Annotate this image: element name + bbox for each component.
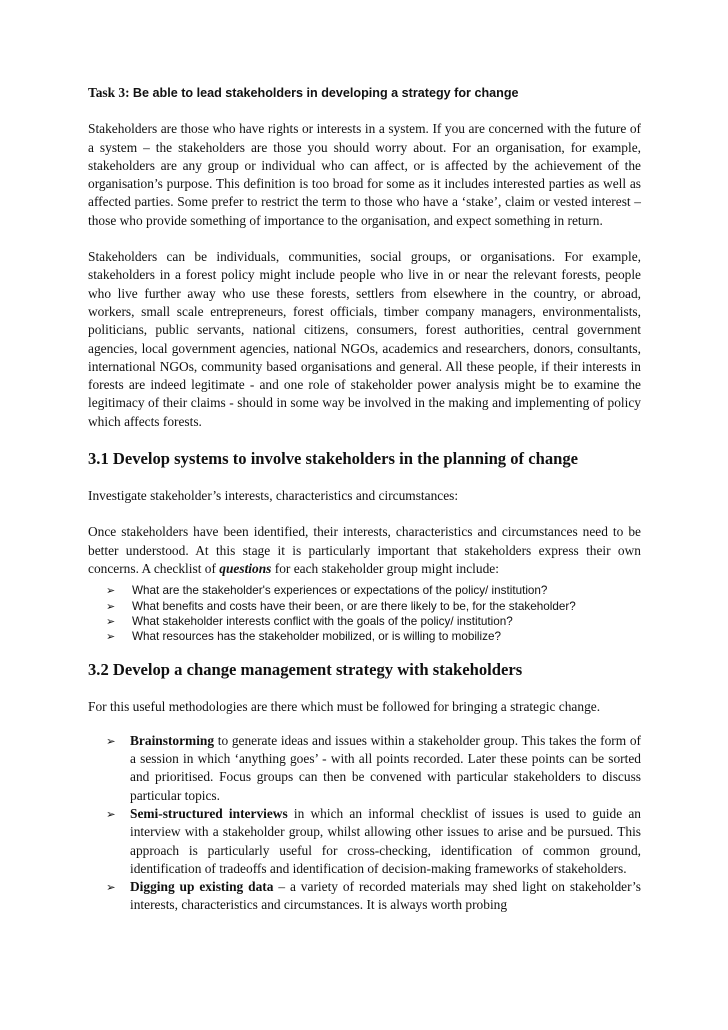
list-item: ➢ What resources has the stakeholder mobilized, or is willing to mobilize? [106,630,501,644]
method-text: to generate ideas and issues within a stakeholder group. This takes the form of a session in which ‘anything goes’ - with all points recorded. Later these points can be sorted and prioritised. Focus groups can then be convened with particular stakeholders to discuss particular topics. [130,732,641,803]
list-item [106,732,641,805]
task-heading [88,84,641,102]
section-3-2-intro: For this useful methodologies are there which must be followed for bringing a strategic change. [88,699,601,715]
section-3-1-paragraph: Once stakeholders have been identified, their interests, characteristics and circumstances need to be better understood. At this stage it is particularly important that stakeholders express their own concerns. A checklist of questions for each stakeholder group might include: [88,524,641,576]
section-3-2-heading: 3.2 Develop a change management strategy with stakeholders [88,660,523,680]
method-term: Digging up existing data [130,879,274,895]
task-label: Task 3: [88,85,130,100]
arrowhead-bullet-icon: ➢ [106,614,116,628]
section-3-1-heading: 3.1 Develop systems to involve stakeholders in the planning of change [88,449,579,469]
list-item: ➢ What stakeholder interests conflict with the goals of the policy/ institution? [106,614,513,628]
arrowhead-bullet-icon: ➢ [106,630,116,644]
list-item [106,878,641,915]
method-text: – a variety of recorded materials may shed light on stakeholder’s interests, characteristics and circumstances. It is always worth probing [130,879,641,913]
arrowhead-bullet-icon: ➢ [106,584,116,598]
intro-paragraph-2: Stakeholders can be individuals, communities, social groups, or organisations. For example, stakeholders in a forest policy might include people who live in or near the relevant forests, people who live further away who use these forests, settlers from elsewhere in the country, or abroad, workers, small scale entrepreneurs, forest officials, timber company managers, environmentalists, politicians, public servants, national citizens, consumers, forest authorities, central government agencies, local government agencies, national NGOs, academics and researchers, donors, consultants, international NGOs, community based organisations and general. All these people, if their interests in forests are indeed legitimate - and one role of stakeholder power analysis might be to examine the legitimacy of their claims - should in some way be involved in the making and implementing of policy which affects forests. [88,249,641,429]
intro-paragraph-1: Stakeholders are those who have rights or interests in a system. If you are concerned with the future of a system – the stakeholders are those you should worry about. For an organisation, for example, stakeholders are any group or individual who can affect, or is affected by the achievement of the organisation’s purpose. This definition is too broad for some as it includes interested parties as well as affected parties. Some prefer to restrict the term to those who have a ‘stake’, claim or vested interest – those who provide something of importance to the organisation, and expect something in return. [88,121,641,228]
questions-emphasis: questions [219,560,272,576]
method-text: in which an informal checklist of issues is used to guide an interview with a stakeholder group, whilst allowing other issues to arise and be pursued. This approach is particularly useful for cross-checking, identification of common ground, identification of tradeoffs and identification of decision-making frameworks of stakeholders. [130,805,641,876]
document-page [88,84,641,915]
list-item [106,805,641,878]
method-term: Brainstorming [130,732,215,748]
arrowhead-bullet-icon: ➢ [106,806,116,821]
methodology-list [88,732,641,915]
arrowhead-bullet-icon: ➢ [106,599,116,613]
question-checklist [88,583,641,644]
arrowhead-bullet-icon: ➢ [106,880,116,895]
list-item: ➢ What benefits and costs have their been, or are there likely to be, for the stakeholder? [106,599,576,613]
method-term: Semi-structured interviews [130,805,288,821]
section-3-1-subheading: Investigate stakeholder’s interests, characteristics and circumstances: [88,488,459,504]
task-title: Be able to lead stakeholders in developing a strategy for change [132,86,519,100]
list-item: ➢ What are the stakeholder's experiences or expectations of the policy/ institution? [106,584,548,598]
arrowhead-bullet-icon: ➢ [106,733,116,748]
